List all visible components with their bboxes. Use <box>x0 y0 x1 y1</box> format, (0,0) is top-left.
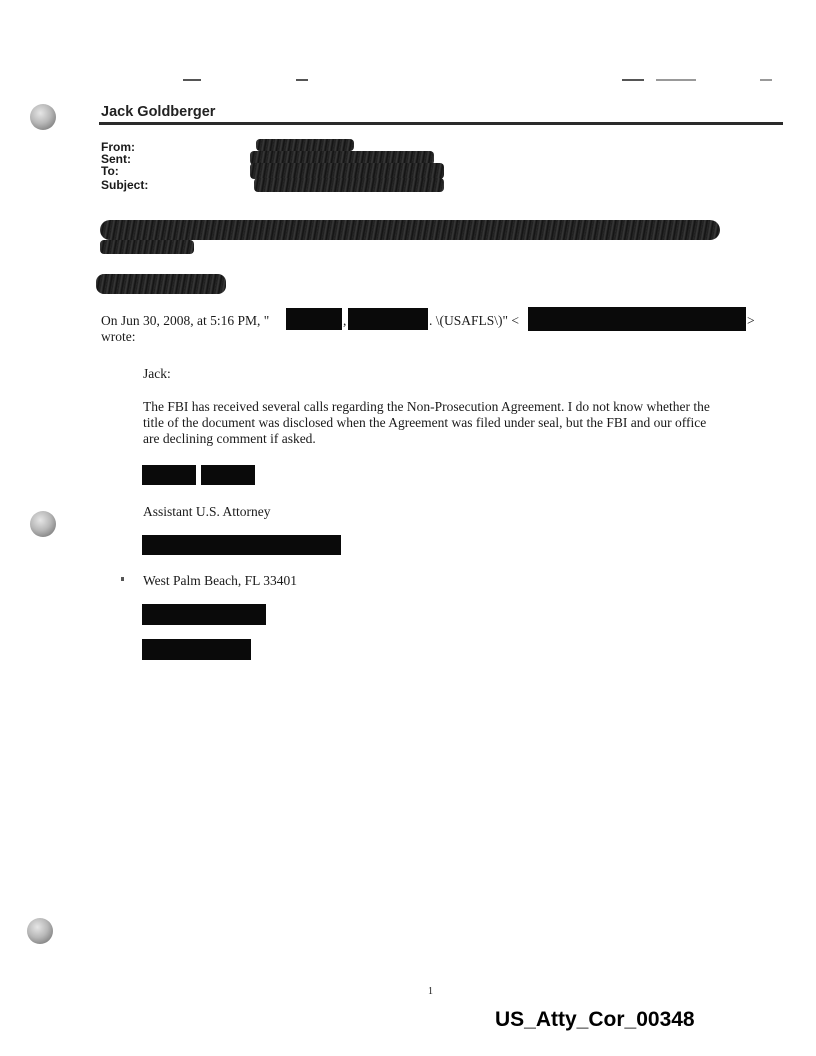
page-number: 1 <box>428 986 433 997</box>
scan-artifact <box>656 79 696 81</box>
scan-artifact <box>622 79 644 81</box>
scan-artifact <box>121 577 124 581</box>
redaction-signature-address <box>142 535 341 555</box>
message-greeting: Jack: <box>143 366 171 381</box>
bates-number: US_Atty_Cor_00348 <box>495 1008 695 1031</box>
redaction-sender-last <box>348 308 428 330</box>
signature-city-line: West Palm Beach, FL 33401 <box>143 573 298 588</box>
redaction-body-line-3 <box>96 274 226 294</box>
quote-usafls-text: . \(USAFLS\)" < <box>429 313 520 328</box>
quote-wrote: wrote: <box>101 329 136 344</box>
punch-hole-top <box>30 104 56 130</box>
redaction-body-line-2 <box>100 240 194 254</box>
from-label: From: <box>101 140 135 154</box>
signature-title: Assistant U.S. Attorney <box>143 504 271 519</box>
redaction-to <box>250 163 444 179</box>
scan-artifact <box>183 79 201 81</box>
redaction-signature-fax <box>142 639 251 660</box>
message-paragraph: The FBI has received several calls regarding the Non-Prosecution Agreement. I do not know whether the title of the document was disclosed when the Agreement was filed under seal, but the FBI and our office are declining comment if asked. <box>143 399 710 446</box>
redaction-signature-last-name <box>201 465 255 485</box>
subject-label: Subject: <box>101 178 149 192</box>
redaction-signature-first-name <box>142 465 196 485</box>
scan-artifact <box>296 79 308 81</box>
redaction-sender-first <box>286 308 342 330</box>
redaction-from <box>256 139 354 151</box>
scan-artifact <box>760 79 772 81</box>
redaction-subject <box>254 178 444 192</box>
quote-close-bracket: > <box>747 313 755 328</box>
header-rule <box>99 122 783 125</box>
quote-intro-text: On Jun 30, 2008, at 5:16 PM, " <box>101 313 270 328</box>
quote-comma: , <box>343 313 347 328</box>
punch-hole-middle <box>30 511 56 537</box>
sent-label: Sent: <box>101 152 131 166</box>
to-label: To: <box>101 164 119 178</box>
redaction-signature-phone <box>142 604 266 625</box>
punch-hole-bottom <box>27 918 53 944</box>
quote-intro-line <box>101 313 269 329</box>
redaction-body-line-1 <box>100 220 720 240</box>
redaction-sender-email <box>528 307 746 331</box>
sender-name-heading: Jack Goldberger <box>101 104 216 120</box>
